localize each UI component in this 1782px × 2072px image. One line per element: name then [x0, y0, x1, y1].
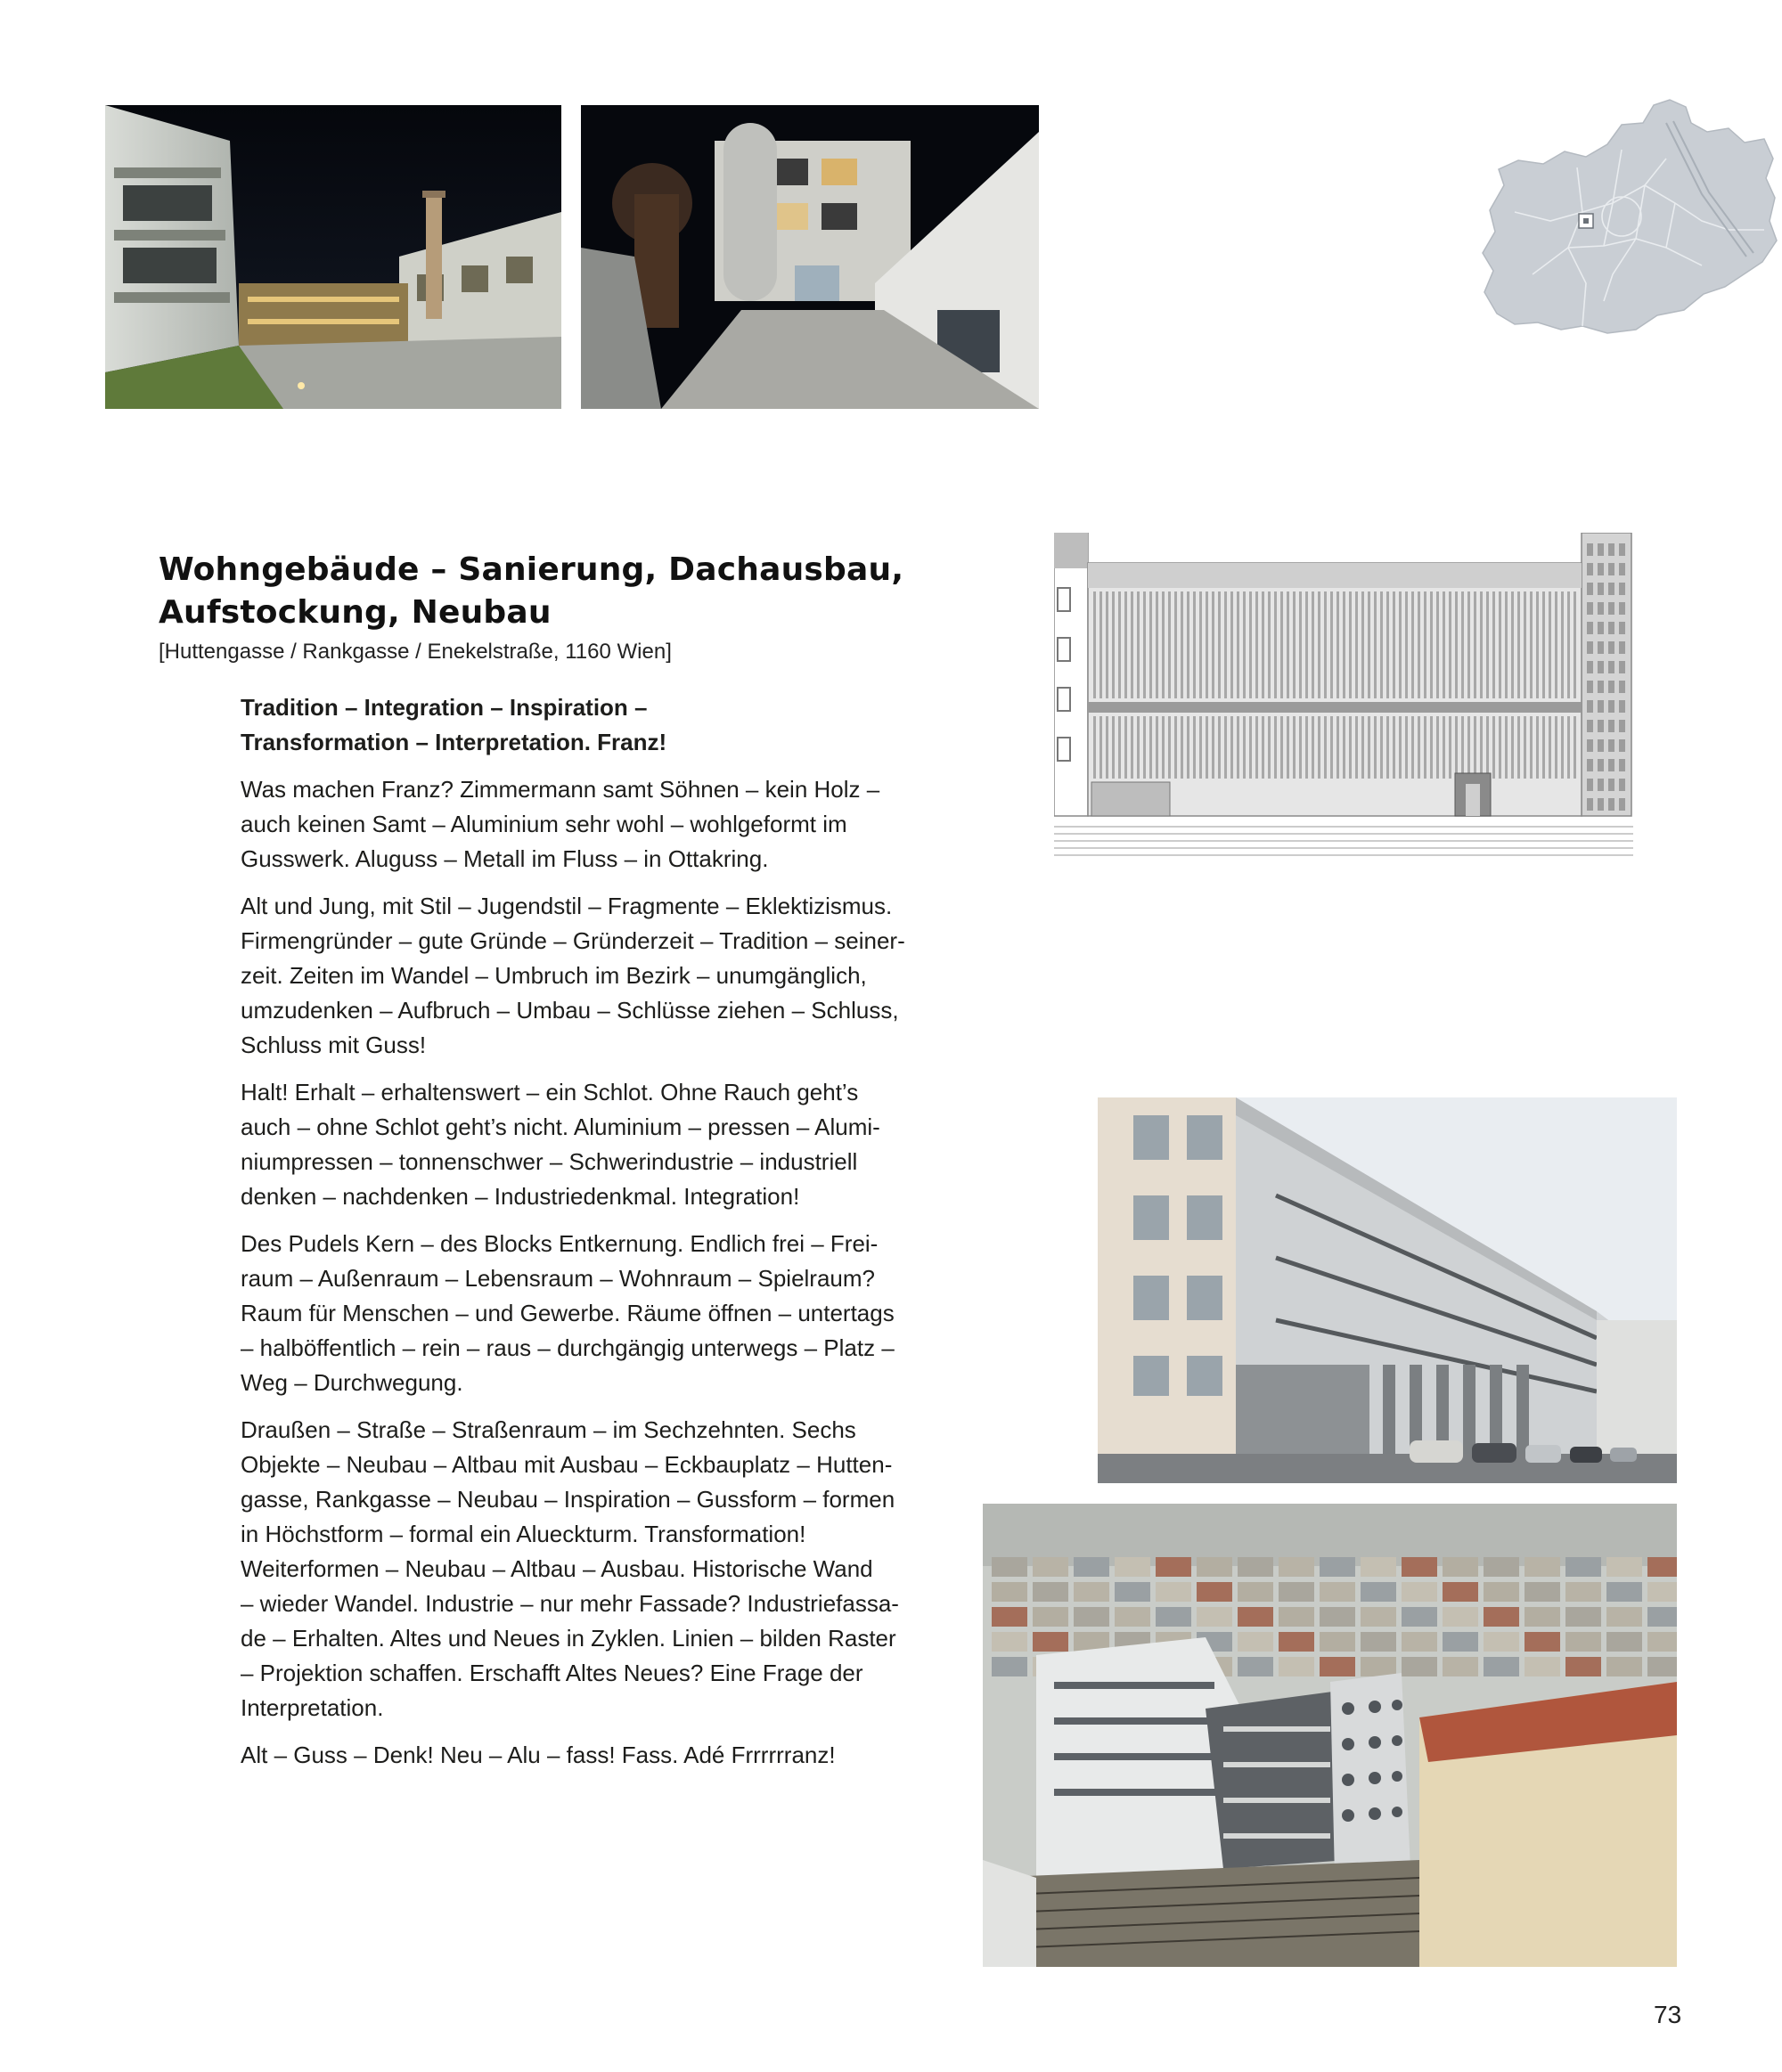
paragraph-freiraum [241, 1227, 936, 1400]
district-map [1479, 96, 1782, 362]
lead-line: Transformation – Interpretation. Franz! [241, 729, 667, 755]
text-line: Interpretation. [241, 1694, 384, 1721]
photo-night-passage [581, 105, 1039, 409]
paragraph-franz [241, 772, 936, 877]
text-line: in Höchstform – formal ein Alueckturm. Transformation! [241, 1521, 806, 1547]
text-line: Alt und Jung, mit Stil – Jugendstil – Fragmente – Eklektizismus. [241, 893, 893, 919]
text-line: auch – ohne Schlot geht’s nicht. Aluminium – pressen – Alumi- [241, 1113, 880, 1140]
text-line: – wieder Wandel. Industrie – nur mehr Fassade? Industriefassa- [241, 1590, 899, 1617]
text-line: Halt! Erhalt – erhaltenswert – ein Schlot. Ohne Rauch geht’s [241, 1079, 859, 1105]
paragraph-closing [241, 1738, 936, 1773]
photo-aerial-view [983, 1504, 1677, 1967]
paragraph-tradition [241, 889, 936, 1063]
text-line: Weiterformen – Neubau – Altbau – Ausbau. Historische Wand [241, 1555, 873, 1582]
text-line: Gusswerk. Aluguss – Metall im Fluss – in Ottakring. [241, 845, 769, 872]
text-line: Weg – Durchwegung. [241, 1369, 463, 1396]
text-line: Firmengründer – gute Gründe – Gründerzeit – Tradition – seiner- [241, 927, 905, 954]
lead-paragraph [241, 690, 936, 760]
text-line: – halböffentlich – rein – raus – durchgängig unterwegs – Platz – [241, 1334, 895, 1361]
text-line: Alt – Guss – Denk! Neu – Alu – fass! Fass. Adé Frrrrrranz! [241, 1742, 836, 1768]
page-number: 73 [1654, 2001, 1682, 2028]
text-line: denken – nachdenken – Industriedenkmal. Integration! [241, 1183, 800, 1210]
paragraph-transformation [241, 1413, 936, 1725]
paragraph-integration [241, 1075, 936, 1214]
text-line: raum – Außenraum – Lebensraum – Wohnraum – Spielraum? [241, 1265, 876, 1292]
text-line: auch keinen Samt – Aluminium sehr wohl – wohlgeformt im [241, 811, 847, 837]
page-title-line-1: Wohngebäude – Sanierung, Dachausbau, [159, 551, 904, 588]
text-line: Was machen Franz? Zimmermann samt Söhnen – kein Holz – [241, 776, 880, 803]
text-line: zeit. Zeiten im Wandel – Umbruch im Bezirk – unumgänglich, [241, 962, 867, 989]
photo-night-courtyard [105, 105, 561, 409]
text-line: Raum für Menschen – und Gewerbe. Räume öffnen – untertags [241, 1300, 895, 1326]
text-line: gasse, Rankgasse – Neubau – Inspiration – Gussform – formen [241, 1486, 895, 1513]
facade-elevation-drawing [1054, 533, 1633, 861]
text-line: Draußen – Straße – Straßenraum – im Sechzehnten. Sechs [241, 1416, 856, 1443]
text-line: umzudenken – Aufbruch – Umbau – Schlüsse ziehen – Schluss, [241, 997, 899, 1024]
lead-line: Tradition – Integration – Inspiration – [241, 694, 648, 721]
page-title [159, 549, 960, 634]
text-line: Objekte – Neubau – Altbau mit Ausbau – Eckbauplatz – Hutten- [241, 1451, 893, 1478]
body-text [241, 690, 936, 1785]
text-line: Des Pudels Kern – des Blocks Entkernung. Endlich frei – Frei- [241, 1230, 879, 1257]
text-line: – Projektion schaffen. Erschafft Altes Neues? Eine Frage der [241, 1660, 863, 1686]
text-line: de – Erhalten. Altes und Neues in Zyklen. Linien – bilden Raster [241, 1625, 896, 1652]
photo-street-facade [1098, 1097, 1677, 1483]
text-line: niumpressen – tonnenschwer – Schwerindustrie – industriell [241, 1148, 858, 1175]
project-address: [Huttengasse / Rankgasse / Enekelstraße, 1160 Wien] [159, 640, 672, 664]
text-line: Schluss mit Guss! [241, 1032, 427, 1058]
page-title-line-2: Aufstockung, Neubau [159, 594, 552, 631]
